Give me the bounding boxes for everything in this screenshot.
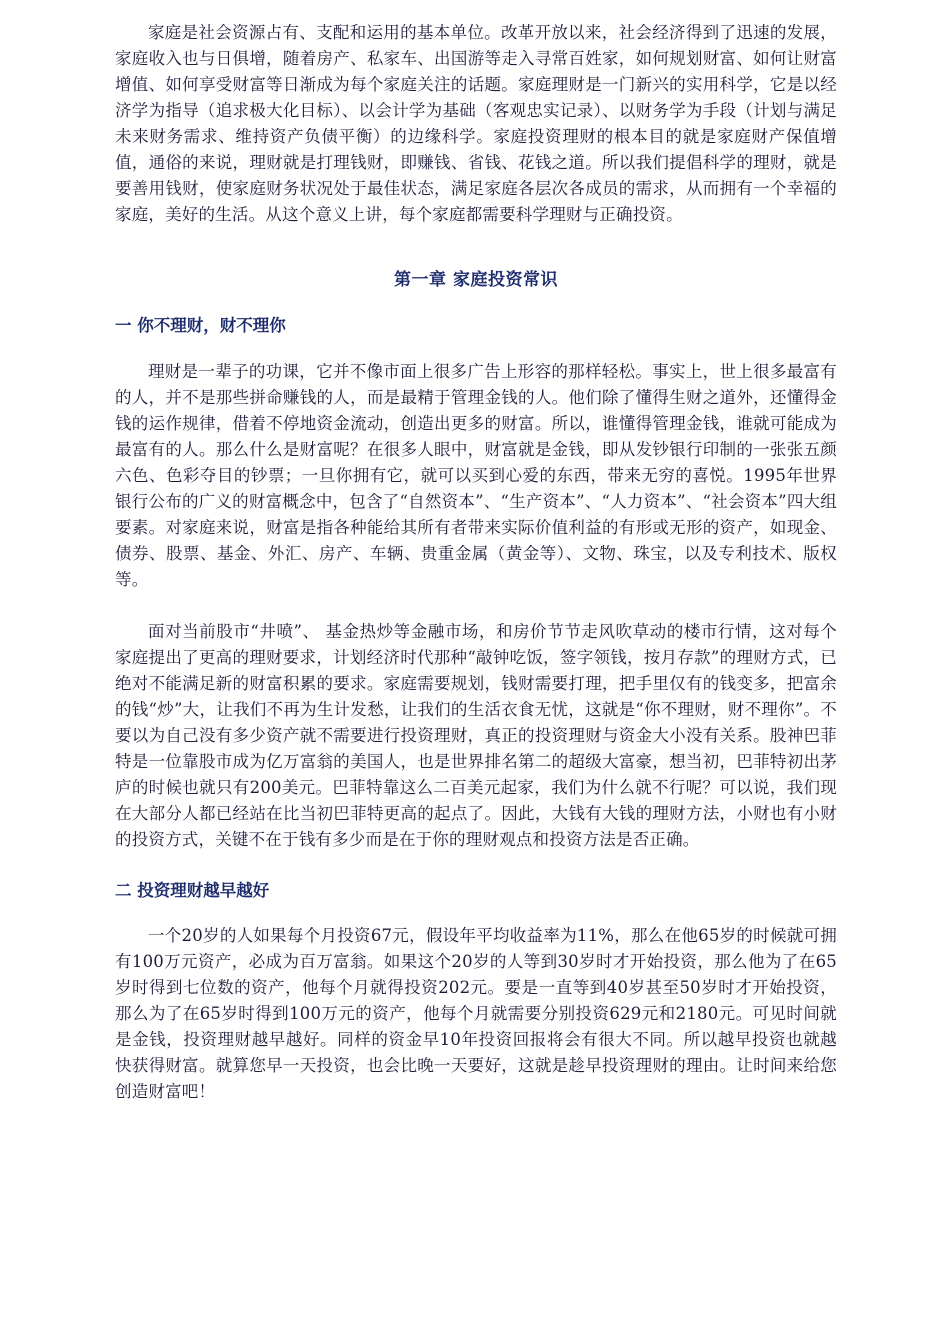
document-page <box>115 20 837 1105</box>
intro-paragraph: 家庭是社会资源占有、支配和运用的基本单位。改革开放以来，社会经济得到了迅速的发展，家庭收入也与日俱增，随着房产、私家车、出国游等走入寻常百姓家，如何规划财富、如何让财富增值、如何享受财富等日渐成为每个家庭关注的话题。家庭理财是一门新兴的实用科学，它是以经济学为指导（追求极大化目标）、以会计学为基础（客观忠实记录）、以财务学为手段（计划与满足未来财务需求、维持资产负债平衡）的边缘科学。家庭投资理财的根本目的就是家庭财产保值增值，通俗的来说，理财就是打理钱财，即赚钱、省钱、花钱之道。所以我们提倡科学的理财，就是要善用钱财，使家庭财务状况处于最佳状态，满足家庭各层次各成员的需求，从而拥有一个幸福的家庭，美好的生活。从这个意义上讲，每个家庭都需要科学理财与正确投资。 <box>115 23 837 224</box>
section-1-paragraph-2: 面对当前股市“井喷”、 基金热炒等金融市场，和房价节节走风吹草动的楼市行情，这对每个家庭提出了更高的理财要求，计划经济时代那种“敲钟吃饭，签字领钱，按月存款”的理财方式，已绝对不能满足新的财富积累的要求。家庭需要规划，钱财需要打理，把手里仅有的钱变多，把富余的钱“炒”大，让我们不再为生计发愁，让我们的生活衣食无忧，这就是“你不理财，财不理你”。不要以为自己没有多少资产就不需要进行投资理财，真正的投资理财与资金大小没有关系。股神巴菲特是一位靠股市成为亿万富翁的美国人，也是世界排名第二的超级大富豪，想当初，巴菲特初出茅庐的时候也就只有200美元。巴菲特靠这么二百美元起家，我们为什么就不行呢？可以说，我们现在大部分人都已经站在比当初巴菲特更高的起点了。因此，大钱有大钱的理财方法，小财也有小财的投资方式，关键不在于钱有多少而是在于你的理财观点和投资方法是否正确。 <box>115 622 837 849</box>
chapter-title: 第一章 家庭投资常识 <box>394 270 558 290</box>
section-title-1: 一 你不理财，财不理你 <box>115 316 286 335</box>
section-2-paragraph-1: 一个20岁的人如果每个月投资67元，假设年平均收益率为11%，那么在他65岁的时候就可拥有100万元资产，必成为百万富翁。如果这个20岁的人等到30岁时才开始投资，那么他为了在65岁时得到七位数的资产，他每个月就得投资202元。要是一直等到40岁甚至50岁时才开始投资，那么为了在65岁时得到100万元的资产，他每个月就需要分别投资629元和2180元。可见时间就是金钱，投资理财越早越好。同样的资金早10年投资回报将会有很大不同。所以越早投资也就越快获得财富。就算您早一天投资，也会比晚一天要好，这就是趁早投资理财的理由。让时间来给您创造财富吧！ <box>115 926 837 1101</box>
section-title-2: 二 投资理财越早越好 <box>115 881 270 900</box>
section-1-paragraph-1: 理财是一辈子的功课，它并不像市面上很多广告上形容的那样轻松。事实上，世上很多最富有的人，并不是那些拼命赚钱的人，而是最精于管理金钱的人。他们除了懂得生财之道外，还懂得金钱的运作规律，借着不停地资金流动，创造出更多的财富。所以，谁懂得管理金钱，谁就可能成为最富有的人。那么什么是财富呢？在很多人眼中，财富就是金钱，即从发钞银行印制的一张张五颜六色、色彩夺目的钞票；一旦你拥有它，就可以买到心爱的东西，带来无穷的喜悦。1995年世界银行公布的广义的财富概念中，包含了“自然资本”、“生产资本”、“人力资本”、“社会资本”四大组要素。对家庭来说，财富是指各种能给其所有者带来实际价值利益的有形或无形的资产，如现金、债券、股票、基金、外汇、房产、车辆、贵重金属（黄金等）、文物、珠宝，以及专利技术、版权等。 <box>115 362 837 589</box>
